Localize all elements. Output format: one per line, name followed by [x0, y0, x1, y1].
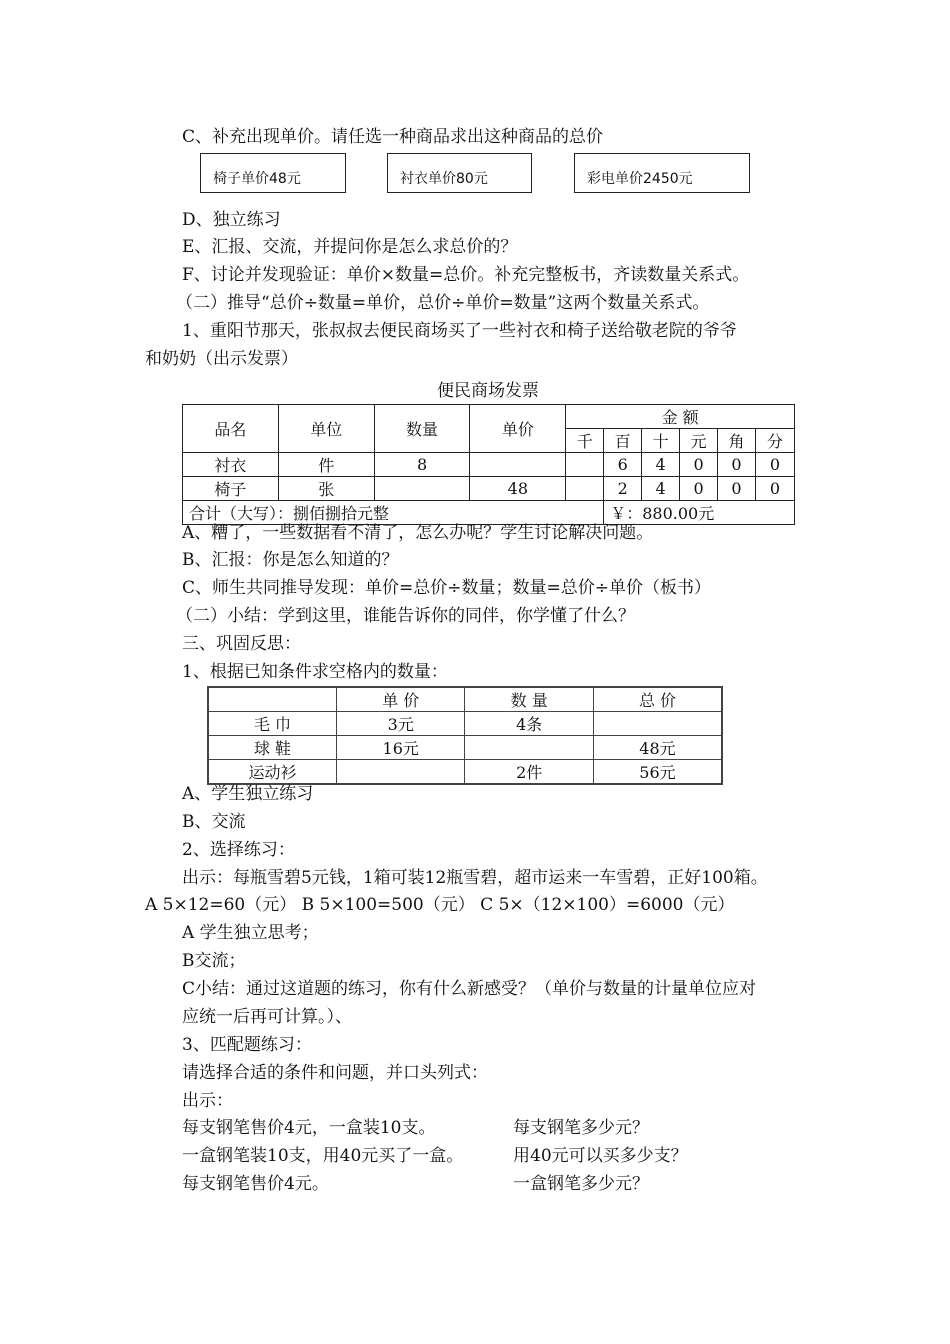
text-line: 和奶奶（出示发票）: [145, 349, 298, 369]
cell: 球 鞋: [208, 736, 336, 760]
text-line: A 5×12=60（元） B 5×100=500（元） C 5×（12×100）=6000（元）: [145, 895, 735, 915]
cell: 8: [374, 453, 470, 477]
text-line: 3、匹配题练习：: [182, 1035, 312, 1055]
cell: 56元: [593, 760, 722, 785]
digit-cell: 0: [718, 453, 756, 477]
text-line: A、学生独立练习: [182, 784, 314, 804]
text-line: B、汇报：你是怎么知道的？: [182, 550, 399, 570]
invoice-header-amount: 金 额: [566, 405, 795, 429]
cell: 毛 巾: [208, 712, 336, 736]
match-question: 每支钢笔多少元？: [513, 1118, 649, 1138]
cell: [465, 736, 593, 760]
invoice-title: 便民商场发票: [437, 381, 539, 401]
cell: 衬衣: [183, 453, 279, 477]
text-line: B、交流: [182, 812, 246, 832]
match-question: 一盒钢笔多少元？: [513, 1174, 649, 1194]
price-box-tv: 彩电单价2450元: [574, 153, 750, 193]
section-c-text: C、补充出现单价。请任选一种商品求出这种商品的总价: [182, 127, 604, 147]
digit-header: 角: [718, 429, 756, 453]
exercise-table: [207, 686, 723, 785]
text-line: 1、重阳节那天，张叔叔去便民商场买了一些衬衣和椅子送给敬老院的爷爷: [182, 321, 737, 341]
cell: 件: [278, 453, 374, 477]
digit-cell: 6: [604, 453, 642, 477]
invoice-table: [182, 404, 795, 525]
match-condition: 一盒钢笔装10支，用40元买了一盒。: [182, 1146, 464, 1166]
text-line: A 学生独立思考；: [182, 923, 319, 943]
digit-cell: [566, 477, 604, 501]
text-line: C小结：通过这道题的练习，你有什么新感受？（单价与数量的计量单位应对: [182, 979, 757, 999]
exercise-row: [208, 736, 722, 760]
cell: 4条: [465, 712, 593, 736]
digit-header: 分: [755, 429, 794, 453]
price-box-chair: 椅子单价48元: [200, 153, 346, 193]
invoice-header-qty: 数量: [374, 405, 470, 453]
cell: 2件: [465, 760, 593, 785]
digit-cell: 0: [755, 453, 794, 477]
total-words: 合计（大写）：捌佰捌拾元整: [183, 501, 604, 525]
total-number: ￥：880.00元: [604, 501, 795, 525]
text-line: B交流；: [182, 951, 246, 971]
cell: 16元: [336, 736, 465, 760]
digit-cell: [566, 453, 604, 477]
text-line: 2、选择练习：: [182, 840, 295, 860]
exercise-header: 单 价: [336, 687, 465, 712]
text-line: 出示：每瓶雪碧5元钱，1箱可装12瓶雪碧，超市运来一车雪碧，正好100箱。: [182, 868, 768, 888]
text-line: A、糟了，一些数据看不清了，怎么办呢？学生讨论解决问题。: [182, 523, 654, 543]
match-condition: 每支钢笔售价4元，一盒装10支。: [182, 1118, 436, 1138]
invoice-header-unit: 单位: [278, 405, 374, 453]
cell: 椅子: [183, 477, 279, 501]
match-question: 用40元可以买多少支？: [513, 1146, 688, 1166]
text-line: 三、巩固反思：: [182, 634, 301, 654]
digit-header: 十: [642, 429, 680, 453]
digit-header: 百: [604, 429, 642, 453]
text-line: F、讨论并发现验证：单价×数量=总价。补充完整板书，齐读数量关系式。: [182, 265, 750, 285]
text-line: E、汇报、交流，并提问你是怎么求总价的？: [182, 237, 518, 257]
text-line: （二）小结：学到这里，谁能告诉你的同伴，你学懂了什么？: [176, 606, 635, 626]
invoice-header-price: 单价: [470, 405, 566, 453]
text-line: 请选择合适的条件和问题，并口头列式：: [182, 1063, 488, 1083]
digit-cell: 0: [680, 477, 718, 501]
text-line: C、师生共同推导发现：单价=总价÷数量；数量=总价÷单价（板书）: [182, 578, 711, 598]
invoice-row-shirt: [183, 453, 795, 477]
exercise-header: 总 价: [593, 687, 722, 712]
text-line: D、独立练习: [182, 210, 281, 230]
digit-header: 元: [680, 429, 718, 453]
cell: [336, 760, 465, 785]
cell: [593, 712, 722, 736]
cell: 48: [470, 477, 566, 501]
text-line: （二）推导“总价÷数量=单价，总价÷单价=数量”这两个数量关系式。: [176, 293, 710, 313]
exercise-header: [208, 687, 336, 712]
price-box-shirt: 衬衣单价80元: [387, 153, 532, 193]
digit-cell: 2: [604, 477, 642, 501]
digit-cell: 0: [718, 477, 756, 501]
digit-header: 千: [566, 429, 604, 453]
invoice-total-row: [183, 501, 795, 525]
cell: 运动衫: [208, 760, 336, 785]
digit-cell: 4: [642, 477, 680, 501]
cell: [470, 453, 566, 477]
cell: 48元: [593, 736, 722, 760]
text-line: 出示：: [182, 1091, 233, 1111]
invoice-header-name: 品名: [183, 405, 279, 453]
cell: 张: [278, 477, 374, 501]
cell: 3元: [336, 712, 465, 736]
cell: [374, 477, 470, 501]
text-line: 应统一后再可计算。）、: [182, 1007, 352, 1027]
invoice-row-chair: [183, 477, 795, 501]
text-line: 1、根据已知条件求空格内的数量：: [182, 662, 448, 682]
exercise-row: [208, 712, 722, 736]
digit-cell: 4: [642, 453, 680, 477]
exercise-header: 数 量: [465, 687, 593, 712]
digit-cell: 0: [755, 477, 794, 501]
exercise-row: [208, 760, 722, 785]
match-condition: 每支钢笔售价4元。: [182, 1174, 329, 1194]
digit-cell: 0: [680, 453, 718, 477]
